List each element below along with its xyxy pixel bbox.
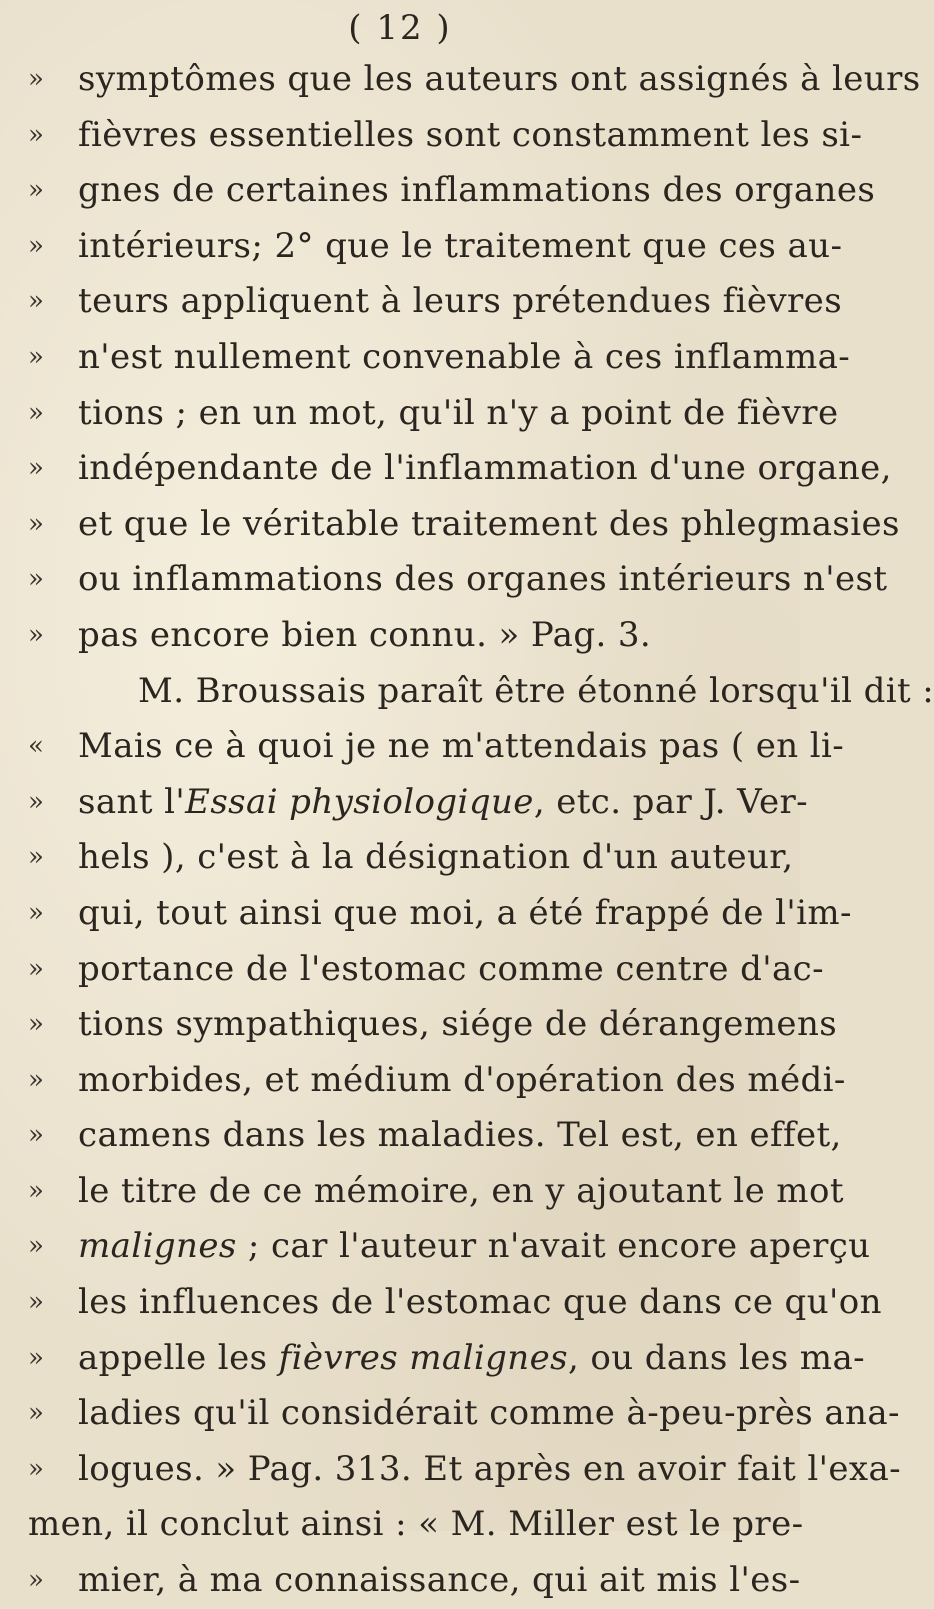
line-text: symptômes que les auteurs ont assignés à leurs (78, 59, 921, 99)
italic-phrase: fièvres malignes (278, 1337, 568, 1378)
quote-mark: » (28, 1120, 44, 1151)
quote-mark: » (28, 119, 44, 150)
text-line-5 (0, 274, 843, 330)
quote-mark: » (28, 64, 44, 94)
quote-mark: » (28, 897, 44, 928)
line-text: tions ; en un mot, qu'il n'y a point de fièvre (78, 392, 839, 433)
text-line-6 (0, 330, 851, 386)
text-line-24 (0, 1331, 865, 1387)
text-line-3 (0, 163, 876, 219)
line-text: mier, à ma connaissance, qui ait mis l'es- (78, 1560, 801, 1601)
line-text: ladies qu'il considérait comme à-peu-près ana- (78, 1393, 900, 1434)
line-text-pre: sant l' (78, 781, 186, 822)
text-line-1 (0, 52, 921, 108)
text-line-17 (0, 942, 825, 998)
line-text: fièvres essentielles sont constamment les si- (78, 114, 863, 155)
quote-mark: » (28, 1009, 44, 1040)
text-line-23 (0, 1275, 882, 1331)
quote-mark: » (28, 341, 44, 372)
quote-mark: » (28, 953, 44, 984)
paragraph-start-text: M. Broussais paraît être étonné lorsqu'il dit : (138, 670, 934, 711)
quote-mark: » (28, 286, 44, 317)
text-line-8 (0, 441, 892, 497)
line-text: ou inflammations des organes intérieurs n'est (78, 559, 888, 600)
text-line-22 (0, 1219, 871, 1275)
text-line-10 (0, 552, 888, 608)
text-line-16 (0, 886, 852, 942)
line-text: les influences de l'estomac que dans ce qu'on (78, 1282, 882, 1323)
text-block (0, 52, 934, 1609)
line-text-post: , etc. par J. Ver- (533, 781, 809, 822)
line-text: logues. » Pag. 313. Et après en avoir fait l'exa- (78, 1448, 902, 1489)
quote-mark: » (28, 1342, 44, 1373)
line-text (78, 775, 808, 831)
line-text: le titre de ce mémoire, en y ajoutant le mot (78, 1170, 844, 1211)
text-line-21 (0, 1164, 844, 1220)
quote-mark: » (28, 453, 44, 484)
quote-mark: « (28, 731, 44, 762)
text-line-20 (0, 1108, 842, 1164)
text-line-15 (0, 830, 800, 886)
quote-mark: » (28, 397, 44, 428)
line-text: morbides, et médium d'opération des médi- (78, 1059, 846, 1100)
text-line-13 (0, 719, 845, 775)
text-line-14 (0, 775, 809, 831)
line-text: tions sympathiques, siége de dérangemens (78, 1004, 838, 1045)
text-line-7 (0, 386, 839, 442)
quote-mark: » (28, 230, 44, 261)
quote-mark: » (28, 842, 44, 873)
quote-mark: » (28, 619, 44, 650)
quote-mark: » (28, 1287, 44, 1318)
line-text: pas encore bien connu. » Pag. 3. (78, 614, 652, 655)
text-line-19 (0, 1053, 846, 1109)
line-text-post: , ou dans les ma- (567, 1337, 865, 1378)
quote-mark: » (28, 564, 44, 595)
italic-title: Essai physiologique (185, 781, 534, 822)
text-line-25 (0, 1386, 900, 1442)
quote-mark: » (28, 508, 44, 539)
quote-mark: » (28, 1565, 44, 1596)
italic-word: malignes (78, 1226, 237, 1267)
line-text: Mais ce à quoi je ne m'attendais pas ( en li- (78, 726, 845, 767)
line-text: hels ), c'est à la désignation d'un auteur, (78, 837, 794, 878)
quote-mark: » (28, 1453, 44, 1484)
text-line-4 (0, 219, 843, 275)
page-number: ( 12 ) (348, 8, 452, 48)
text-line-2 (0, 108, 863, 164)
text-line-27 (0, 1497, 804, 1553)
line-text: indépendante de l'inflammation d'une organe, (78, 448, 892, 489)
quote-mark: » (28, 1231, 44, 1262)
line-text: n'est nullement convenable à ces inflamma- (78, 336, 851, 377)
line-text: et que le véritable traitement des phlegmasies (78, 503, 900, 544)
text-line-26 (0, 1442, 902, 1498)
line-text-post: ; car l'auteur n'avait encore aperçu (236, 1226, 871, 1267)
quote-mark: » (28, 175, 44, 206)
line-text: intérieurs; 2° que le traitement que ces au- (78, 225, 843, 266)
line-text (78, 1331, 865, 1387)
text-line-28 (0, 1553, 800, 1609)
line-text: teurs appliquent à leurs prétendues fièvres (78, 281, 843, 322)
quote-mark: » (28, 786, 44, 817)
line-text: camens dans les maladies. Tel est, en effet, (78, 1115, 842, 1156)
text-line-12 (0, 664, 934, 720)
line-text-pre: appelle les (78, 1337, 279, 1378)
text-line-18 (0, 997, 838, 1053)
line-text: gnes de certaines inflammations des organes (78, 170, 876, 211)
text-line-11 (0, 608, 800, 664)
line-text: men, il conclut ainsi : « M. Miller est le pre- (28, 1504, 804, 1545)
quote-mark: » (28, 1175, 44, 1206)
quote-mark: » (28, 1398, 44, 1429)
text-line-9 (0, 497, 900, 553)
quote-mark: » (28, 1064, 44, 1095)
line-text (78, 1219, 870, 1275)
line-text: portance de l'estomac comme centre d'ac- (78, 948, 825, 989)
line-text: qui, tout ainsi que moi, a été frappé de l'im- (78, 892, 852, 933)
